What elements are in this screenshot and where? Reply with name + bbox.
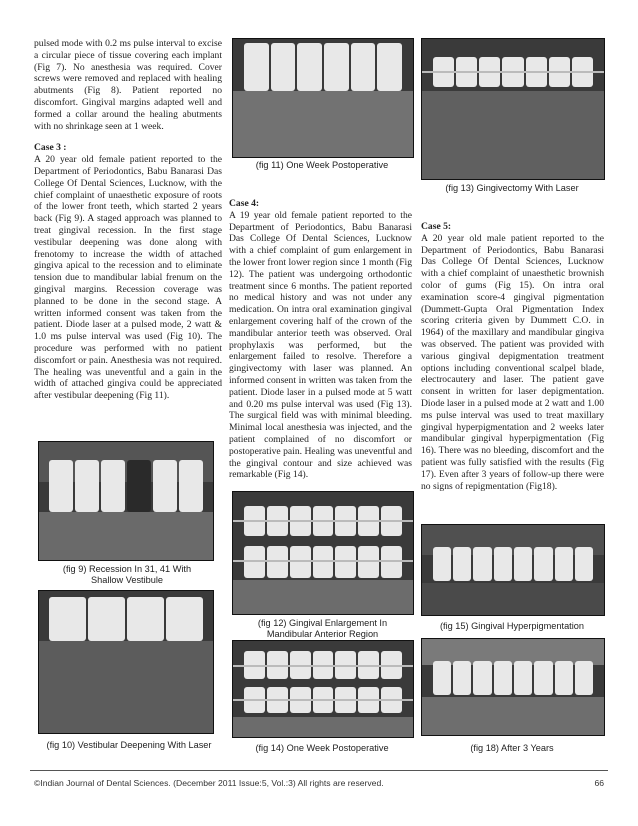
column-1 — [34, 38, 222, 402]
footer-rule — [30, 770, 608, 771]
fig-9-caption: (fig 9) Recession In 31, 41 With Shallow Vestibule — [62, 564, 192, 585]
case-4-heading: Case 4: — [229, 198, 260, 209]
fig-15-photo — [421, 524, 605, 616]
fig-12-caption: (fig 12) Gingival Enlargement In Mandibular Anterior Region — [257, 618, 388, 639]
fig-15-caption: (fig 15) Gingival Hyperpigmentation — [439, 621, 584, 631]
case-5-heading: Case 5: — [421, 221, 452, 232]
fig-14-photo — [232, 640, 414, 738]
case-4-text: A 19 year old female patient reported to the Department of Periodontics, Babu Banarasi Das College Of Dental Sciences, Lucknow with a chief complaint of gum enlargement in the lower front lower region since 1 month (Fig 12). The patient was undergoing orthodontic treatment since 6 months. The patient reported no medical history and was not under any medication. On intra oral examination gingival enlargement covering half of the crown of the mandibular anterior teeth was observed. Oral prophylaxis was performed, but the enlargement failed to resolve. Therefore a gingivectomy with laser was planned. An informed consent in written was taken from the patient. Diode laser in a pulsed mode at 5 watt and 0.20 ms pulse interval was used (Fig 13). The surgical field was with minimal bleeding. Minimal local anesthesia was injected, and the patient complained of no discomfort or postoperative pain. Healing was uneventful and the gingival contour and size achieved was remarkable (Fig 14). — [229, 209, 412, 481]
paragraph-implant: pulsed mode with 0.2 ms pulse interval to excise a circular piece of tissue covering each implant (Fig 7). No anesthesia was required. Cover screws were removed and replaced with healing abutments (Fig 8). Patient reported no discomfort. Gingival margins adapted well and formed a collar around the healing abutments with no shrinkage seen at 1 week. — [34, 38, 222, 132]
footer-citation: ©Indian Journal of Dental Sciences. (December 2011 Issue:5, Vol.:3) All rights are reserved. — [34, 778, 384, 788]
fig-13-photo — [421, 38, 605, 180]
case-3-text: A 20 year old female patient reported to the Department of Periodontics, Babu Banarasi Das College Of Dental Sciences, Lucknow, with the chief complaint of unaesthetic exposure of roots of the lower front teeth, which started 2 years back (Fig 9). A staged approach was planned to treat gingival recession. In the first stage vestibular deepening was done along with frenotomy to increase the width of attached gingiva apical to the recession and to eliminate tension due to mandibular labial frenum on the gingival margins. Recession coverage was planned to be done in the second stage. A written informed consent was taken from the patient. Diode laser at a pulsed mode, 2 watt & 1.0 ms pulse interval was used (Fig 10). The procedure was performed with no patient discomfort or pain. Anesthesia was not required. The healing was uneventful and a gain in the width of attached gingiva could be appreciated after vestibular deepening (Fig 11). — [34, 154, 222, 402]
fig-18-photo — [421, 638, 605, 736]
case-3-heading: Case 3 : — [34, 142, 67, 154]
case-5-text: A 20 year old male patient reported to the Department of Periodontics, Babu Banarasi Das College Of Dental Sciences, Lucknow with a chief complaint of unaesthetic brownish color of gums (Fig 15). On intra oral examination score-4 gingival pigmentation (Dummett-Gupta Oral Pigmentation Index scoring criteria given by Dummett C.O. in 1964) of the maxillary and mandibular gingiva was observed. The patient was provided with various gingival depigmentation treatment options including conventional scalpel blade, electrocautery and laser. The patient gave consent in written for laser depigmentation. Diode laser in a pulsed mode at 2 watt and 1.00 ms pulse interval was used to treat maxillary gingival hyperpigmentation and 2 weeks later mandibular gingival hyperpigmentation (Fig 16). There was no bleeding, discomfort and the patient was fully satisfied with the results (Fig 17). Even after 3 years of follow-up there were no signs of repigmentation (Fig18). — [421, 232, 604, 492]
fig-14-caption: (fig 14) One Week Postoperative — [255, 743, 389, 753]
fig-9-photo — [38, 441, 214, 561]
fig-13-caption: (fig 13) Gingivectomy With Laser — [445, 183, 579, 193]
fig-10-photo — [38, 590, 214, 734]
column-3 — [421, 221, 604, 492]
fig-12-photo — [232, 491, 414, 615]
fig-18-caption: (fig 18) After 3 Years — [470, 743, 554, 753]
column-2 — [229, 198, 412, 481]
fig-10-caption: (fig 10) Vestibular Deepening With Laser — [46, 740, 212, 750]
page-number: 66 — [594, 778, 604, 788]
fig-11-caption: (fig 11) One Week Postoperative — [255, 160, 389, 170]
fig-11-photo — [232, 38, 414, 158]
